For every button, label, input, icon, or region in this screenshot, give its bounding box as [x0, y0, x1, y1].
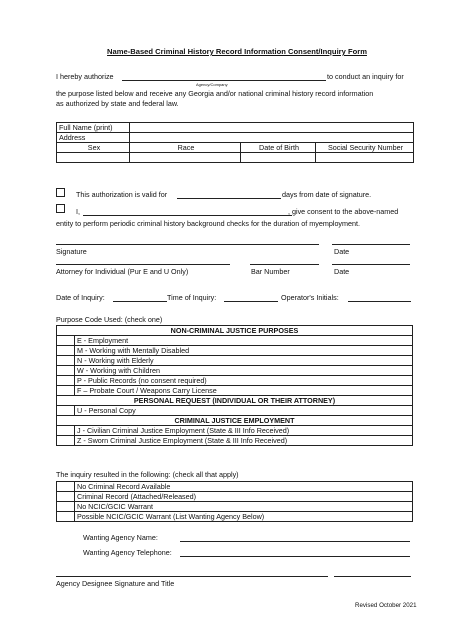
date-of-inquiry-label: Date of Inquiry:: [56, 293, 105, 302]
validity-checkbox[interactable]: [56, 188, 65, 197]
result-no-warrant-label: No NCIC/GCIC Warrant: [75, 502, 413, 512]
operator-initials-field[interactable]: [348, 301, 411, 302]
address-input[interactable]: [130, 133, 414, 143]
consent-checkbox[interactable]: [56, 204, 65, 213]
sex-header: Sex: [57, 143, 130, 153]
person-info-table: [56, 122, 414, 163]
bar-number-line[interactable]: [250, 264, 319, 265]
authorize-line-2: the purpose listed below and receive any Georgia and/or national criminal history record information: [56, 89, 374, 98]
results-table: [56, 481, 413, 522]
purpose-w-label: W - Working with Children: [75, 366, 413, 376]
time-of-inquiry-label: Time of Inquiry:: [167, 293, 217, 302]
attorney-line[interactable]: [56, 264, 230, 265]
purpose-n-checkbox[interactable]: [57, 356, 75, 366]
authorize-prefix: I hereby authorize: [56, 72, 114, 81]
signature-label: Signature: [56, 247, 87, 256]
purpose-m-checkbox[interactable]: [57, 346, 75, 356]
consent-line-2: entity to perform periodic criminal history background checks for the duration of myemployment.: [56, 219, 361, 228]
purpose-n-label: N - Working with Elderly: [75, 356, 413, 366]
race-input[interactable]: [130, 153, 241, 163]
result-no-record-checkbox[interactable]: [57, 482, 75, 492]
date-1-label: Date: [334, 247, 350, 256]
result-record-checkbox[interactable]: [57, 492, 75, 502]
purpose-heading: Purpose Code Used: (check one): [56, 315, 163, 324]
purpose-e-label: E - Employment: [75, 336, 413, 346]
date-1-line[interactable]: [332, 244, 410, 245]
agency-company-caption: Agency/Company: [196, 82, 228, 87]
race-header: Race: [130, 143, 241, 153]
attorney-label: Attorney for Individual (Pur E and U Only): [56, 267, 189, 276]
purpose-f-label: F – Probate Court / Weapons Carry License: [75, 386, 413, 396]
criminal-justice-header: CRIMINAL JUSTICE EMPLOYMENT: [57, 416, 413, 426]
purpose-w-checkbox[interactable]: [57, 366, 75, 376]
designee-date-line[interactable]: [334, 576, 411, 577]
wanting-agency-name-label: Wanting Agency Name:: [83, 533, 158, 542]
purpose-z-label: Z - Sworn Criminal Justice Employment (State & III Info Received): [75, 436, 413, 446]
personal-request-header: PERSONAL REQUEST (INDIVIDUAL OR THEIR ATTORNEY): [57, 396, 413, 406]
results-heading: The inquiry resulted in the following: (check all that apply): [56, 470, 239, 479]
dob-input[interactable]: [241, 153, 316, 163]
form-title: Name-Based Criminal History Record Information Consent/Inquiry Form: [107, 47, 367, 56]
designee-signature-line[interactable]: [56, 576, 328, 577]
validity-prefix: This authorization is valid for: [76, 190, 168, 199]
ssn-header: Social Security Number: [316, 143, 414, 153]
non-criminal-header: NON-CRIMINAL JUSTICE PURPOSES: [57, 326, 413, 336]
consent-prefix: I,: [76, 207, 80, 216]
consent-name-field[interactable]: [83, 215, 292, 216]
time-of-inquiry-field[interactable]: [224, 301, 278, 302]
date-2-label: Date: [334, 267, 350, 276]
validity-days-field[interactable]: [177, 198, 281, 199]
date-of-inquiry-field[interactable]: [113, 301, 167, 302]
result-possible-warrant-checkbox[interactable]: [57, 512, 75, 522]
signature-line[interactable]: [56, 244, 319, 245]
result-no-warrant-checkbox[interactable]: [57, 502, 75, 512]
purpose-code-table: [56, 325, 413, 446]
sex-input[interactable]: [57, 153, 130, 163]
full-name-input[interactable]: [130, 123, 414, 133]
wanting-agency-phone-label: Wanting Agency Telephone:: [83, 548, 172, 557]
bar-number-label: Bar Number: [251, 267, 290, 276]
purpose-j-checkbox[interactable]: [57, 426, 75, 436]
consent-suffix: , give consent to the above-named: [288, 207, 399, 216]
authorize-line-3: as authorized by state and federal law.: [56, 99, 179, 108]
result-record-label: Criminal Record (Attached/Released): [75, 492, 413, 502]
purpose-p-label: P - Public Records (no consent required): [75, 376, 413, 386]
purpose-z-checkbox[interactable]: [57, 436, 75, 446]
agency-company-field[interactable]: [122, 80, 326, 81]
result-possible-warrant-label: Possible NCIC/GCIC Warrant (List Wanting Agency Below): [75, 512, 413, 522]
revised-date: Revised October 2021: [355, 602, 417, 609]
purpose-e-checkbox[interactable]: [57, 336, 75, 346]
address-label: Address: [57, 133, 130, 143]
purpose-u-label: U - Personal Copy: [75, 406, 413, 416]
wanting-agency-phone-field[interactable]: [180, 556, 410, 557]
ssn-input[interactable]: [316, 153, 414, 163]
purpose-j-label: J - Civilian Criminal Justice Employment (State & III Info Received): [75, 426, 413, 436]
full-name-label: Full Name (print): [57, 123, 130, 133]
purpose-m-label: M - Working with Mentally Disabled: [75, 346, 413, 356]
validity-suffix: days from date of signature.: [282, 190, 372, 199]
designee-label: Agency Designee Signature and Title: [56, 579, 175, 588]
purpose-p-checkbox[interactable]: [57, 376, 75, 386]
purpose-u-checkbox[interactable]: [57, 406, 75, 416]
result-no-record-label: No Criminal Record Available: [75, 482, 413, 492]
wanting-agency-name-field[interactable]: [180, 541, 410, 542]
operator-initials-label: Operator's Initials:: [281, 293, 339, 302]
authorize-suffix: to conduct an inquiry for: [327, 72, 404, 81]
purpose-f-checkbox[interactable]: [57, 386, 75, 396]
date-2-line[interactable]: [332, 264, 410, 265]
dob-header: Date of Birth: [241, 143, 316, 153]
